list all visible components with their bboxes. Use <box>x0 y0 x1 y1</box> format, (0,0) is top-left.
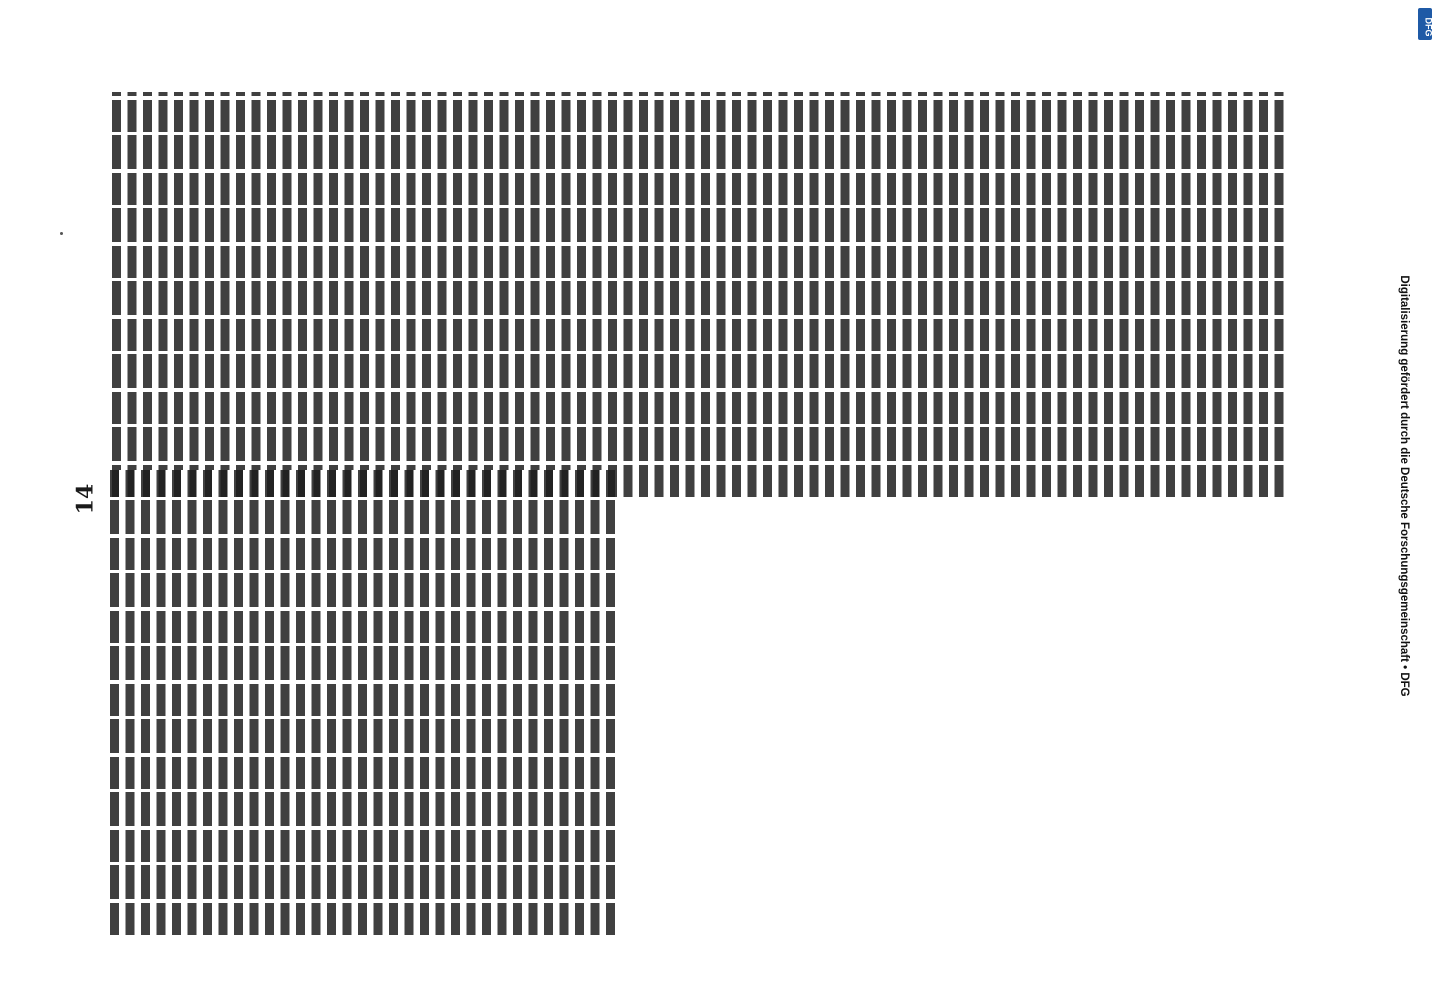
digitization-note: Digitalisierung gefördert durch die Deutsche Forschungsgemeinschaft • DFG <box>1398 275 1410 697</box>
scan-speck <box>60 232 63 235</box>
dfg-logo-text: DFG <box>1423 17 1434 37</box>
text-block-upper <box>112 92 1287 497</box>
text-block-lower <box>110 470 615 935</box>
page-number: 14 <box>72 483 99 515</box>
dfg-logo <box>1418 8 1432 40</box>
